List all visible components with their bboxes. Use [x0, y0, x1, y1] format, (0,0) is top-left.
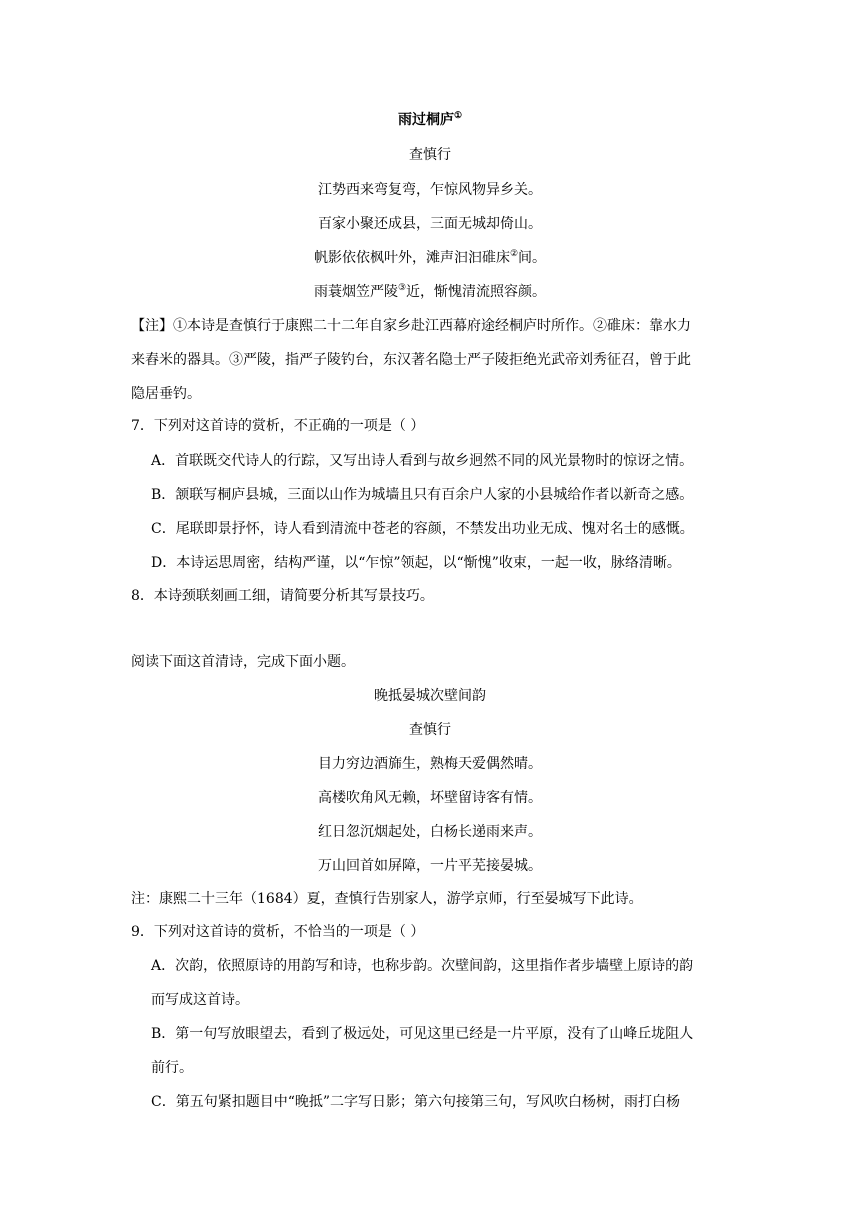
q7-stem: 7．下列对这首诗的赏析，不正确的一项是（ ）	[131, 418, 425, 434]
poem1-line-4-a: 雨蓑烟笠严陵	[313, 284, 398, 300]
poem1-author: 查慎行	[409, 147, 451, 163]
poem1-title-text: 雨过桐庐	[397, 112, 454, 128]
footnote-mark: ②	[509, 249, 519, 259]
q9-option-a-line-2: 而写成这首诗。	[151, 992, 249, 1008]
poem1-line-1: 江势西来弯复弯，乍惊风物异乡关。	[318, 182, 542, 198]
footnote-mark: ③	[397, 283, 407, 293]
q9-stem: 9．下列对这首诗的赏析，不恰当的一项是（ ）	[131, 924, 425, 940]
note2: 注：康熙二十三年（1684）夏，查慎行告别家人，游学京师，行至晏城写下此诗。	[131, 891, 643, 907]
poem1-line-3-a: 帆影依依枫叶外，滩声汩汩碓床	[313, 250, 510, 266]
poem1-line-2: 百家小聚还成县，三面无城却倚山。	[318, 216, 542, 232]
poem1-line-4-b: 近，惭愧清流照容颜。	[406, 284, 547, 300]
poem2-line-2: 高楼吹角风无赖，坏壁留诗客有情。	[318, 790, 542, 806]
q7-option-d: D．本诗运思周密，结构严谨，以“乍惊”领起，以“惭愧”收束，一起一收，脉络清晰。	[151, 555, 681, 571]
poem1-line-3-b: 间。	[518, 250, 547, 266]
note1-line-2: 来舂米的器具。③严陵，指严子陵钓台，东汉著名隐士严子陵拒绝光武帝刘秀征召，曾于此	[131, 352, 691, 368]
q9-option-c-line-1: C．第五句紧扣题目中“晚抵”二字写日影；第六句接第三句，写风吹白杨树，雨打白杨	[151, 1094, 681, 1110]
section2-intro: 阅读下面这首清诗，完成下面小题。	[131, 654, 355, 670]
poem1-line-4	[0, 282, 860, 302]
poem1-title	[0, 110, 860, 130]
q7-option-c: C．尾联即景抒怀，诗人看到清流中苍老的容颜，不禁发出功业无成、愧对名士的感慨。	[151, 521, 694, 537]
q8-stem: 8．本诗颈联刻画工细，请简要分析其写景技巧。	[131, 588, 434, 604]
poem2-line-4: 万山回首如屏障，一片平芜接晏城。	[318, 858, 542, 874]
poem2-author: 查慎行	[409, 722, 451, 738]
poem2-title: 晚抵晏城次壁间韵	[374, 688, 486, 704]
poem2-line-1: 目力穷边酒旆生，熟梅天爱偶然晴。	[318, 756, 542, 772]
q9-option-b-line-2: 前行。	[151, 1060, 193, 1076]
q7-option-a: A．首联既交代诗人的行踪，又写出诗人看到与故乡迥然不同的风光景物时的惊讶之情。	[151, 453, 694, 469]
poem1-line-3	[0, 248, 860, 268]
q7-option-b: B．颔联写桐庐县城，三面以山作为城墙且只有百余户人家的小县城给作者以新奇之感。	[151, 487, 694, 503]
poem2-line-3: 红日忽沉烟起处，白杨长递雨来声。	[318, 824, 542, 840]
footnote-mark: ①	[453, 111, 463, 121]
note1-line-3: 隐居垂钓。	[131, 386, 201, 402]
q9-option-b-line-1: B．第一句写放眼望去，看到了极远处，可见这里已经是一片平原，没有了山峰丘垅阻人	[151, 1026, 694, 1042]
q9-option-a-line-1: A．次韵，依照原诗的用韵写和诗，也称步韵。次壁间韵，这里指作者步墙壁上原诗的韵	[151, 958, 694, 974]
note1-line-1: 【注】①本诗是查慎行于康熙二十二年自家乡赴江西幕府途经桐庐时所作。②碓床：靠水力	[131, 318, 691, 334]
